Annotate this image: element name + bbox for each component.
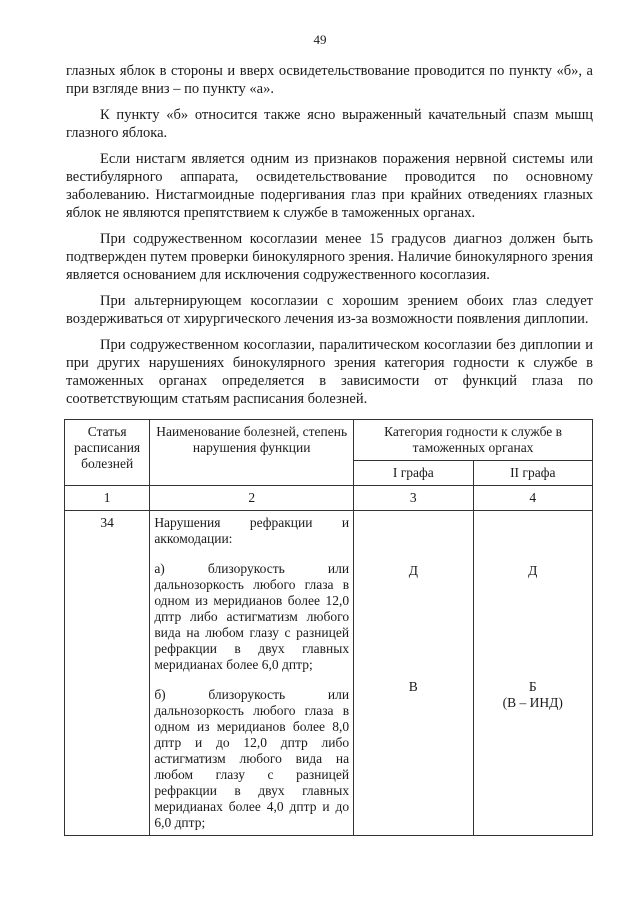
header-article: Статья расписания болезней: [65, 420, 150, 486]
category-col1: [354, 511, 473, 836]
paragraph: глазных яблок в стороны и вверх освидетельствование проводится по пункту «б», а при взгляде вниз – по пункту «а».: [66, 63, 593, 97]
paragraph: При альтернирующем косоглазии с хорошим зрением обоих глаз следует воздерживаться от хирургического лечения из-за возможности появления диплопии.: [66, 293, 593, 327]
header-category: Категория годности к службе в таможенных органах: [354, 420, 593, 461]
disease-description: [150, 511, 354, 836]
table-row: [65, 511, 593, 836]
header-col2: II графа: [473, 461, 592, 486]
disease-schedule-table: [64, 419, 593, 836]
paragraph: Если нистагм является одним из признаков поражения нервной системы или вестибулярного аппарата, освидетельствование проводится по основному заболеванию. Нистагмоидные подергивания глаз при крайних отведениях глазных яблок не являются препятствием к службе в таможенных органах.: [66, 151, 593, 221]
disease-title: Нарушения рефракции и аккомодации:: [154, 515, 350, 546]
paragraph: К пункту «б» относится также ясно выраженный качательный спазм мышц глазного яблока.: [66, 107, 593, 141]
category-col2: [473, 511, 592, 836]
item-b-cat2-note: (В – ИНД): [502, 695, 563, 710]
header-name: Наименование болезней, степень нарушения функции: [150, 420, 354, 486]
item-b-cat2: Б: [528, 679, 537, 694]
item-b-text: б) близорукость или дальнозоркость любого глаза в одном из меридианов более 8,0 дптр и до 12,0 дптр либо астигматизм любого вида на любом глазу с разницей рефракции в двух главных меридианах более 4,0 дптр и до 6,0 дптр;: [154, 687, 350, 830]
table-number-row: [65, 486, 593, 511]
col-number: 1: [65, 486, 150, 511]
col-number: 2: [150, 486, 354, 511]
item-b-cat1: В: [408, 679, 418, 694]
header-col1: I графа: [354, 461, 473, 486]
item-a-cat1: Д: [408, 563, 418, 578]
body-text: [66, 62, 593, 416]
col-number: 4: [473, 486, 592, 511]
page-number: 49: [313, 32, 327, 47]
item-a-text: а) близорукость или дальнозоркость любого глаза в одном из меридианов более 12,0 дптр либо астигматизм любого вида на любом глазу с разницей рефракции в двух главных меридианах более 6,0 дптр;: [154, 561, 350, 672]
col-number: 3: [354, 486, 473, 511]
article-number: 34: [65, 511, 150, 836]
item-a-cat2: Д: [528, 563, 538, 578]
table-header-row: [65, 420, 593, 461]
paragraph: При содружественном косоглазии менее 15 градусов диагноз должен быть подтвержден путем проверки бинокулярного зрения. Наличие бинокулярного зрения является основанием для исключения содружественного косоглазия.: [66, 231, 593, 283]
paragraph: При содружественном косоглазии, паралитическом косоглазии без диплопии и при других нарушениях бинокулярного зрения категория годности к службе в таможенных органах определяется в зависимости от функций глаза по соответствующим статьям расписания болезней.: [66, 337, 593, 407]
